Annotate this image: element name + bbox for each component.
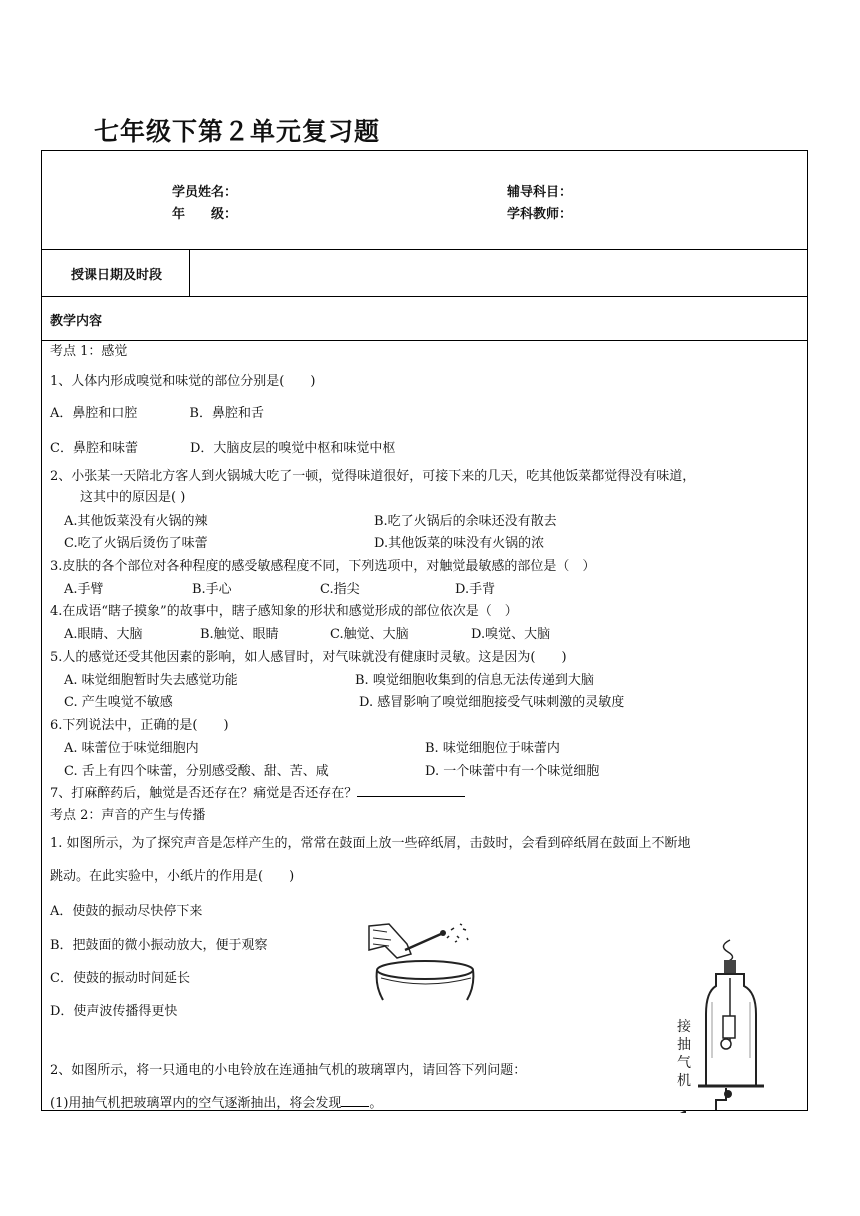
option: B．把鼓面的微小振动放大，便于观察	[50, 938, 268, 953]
question-text: 1、人体内形成嗅觉和味觉的部位分别是( )	[50, 374, 316, 389]
option: D．使声波传播得更快	[50, 1004, 178, 1019]
question-text: 3.皮肤的各个部位对各种程度的感受敏感程度不同，下列选项中，对触觉最敏感的部位是（ ）	[50, 559, 596, 574]
section-heading: 考点 1：感觉	[50, 344, 128, 359]
table-divider	[42, 296, 807, 297]
option: C．使鼓的振动时间延长	[50, 971, 190, 986]
question-text: 4.在成语“瞎子摸象”的故事中，瞎子感知象的形状和感觉形成的部位依次是（ ）	[50, 604, 518, 619]
option: B.触觉、眼睛	[200, 627, 279, 642]
option: A.手臂	[64, 582, 104, 597]
pump-label: 接抽气机	[677, 1019, 691, 1089]
option: B. 味觉细胞位于味蕾内	[425, 741, 560, 756]
jar-knob-drawing	[724, 960, 736, 974]
hand-drawing	[369, 924, 411, 958]
question-text: 1. 如图所示，为了探究声音是怎样产生的，常常在鼓面上放一些碎纸屑，击鼓时，会看到碎纸屑在鼓面上不断地	[50, 836, 691, 851]
option: D.其他饭菜的味没有火锅的浓	[374, 536, 545, 551]
table-divider	[42, 340, 807, 341]
question-text: 7、打麻醉药后，触觉是否还存在？痛觉是否还存在？	[50, 786, 358, 801]
option: D.手背	[455, 582, 496, 597]
page-title: 七年级下第２单元复习题	[94, 117, 381, 146]
drum-figure	[367, 920, 475, 1002]
drumstick-drawing	[405, 934, 441, 950]
content-label: 教学内容	[50, 314, 103, 329]
question-text	[50, 782, 465, 801]
option: B.吃了火锅后的余味还没有散去	[374, 514, 557, 529]
answer-blank	[357, 784, 465, 797]
section-heading: 考点 2：声音的产生与传播	[50, 808, 206, 823]
question-text: 这其中的原因是( )	[80, 490, 186, 505]
option: C. 舌上有四个味蕾，分别感受酸、甜、苦、咸	[64, 764, 329, 779]
wire-drawing	[723, 940, 732, 962]
question-text: 5.人的感觉还受其他因素的影响，如人感冒时，对气味就没有健康时灵敏。这是因为( )	[50, 650, 567, 665]
electric-bell-drawing	[721, 1039, 731, 1049]
option: D.嗅觉、大脑	[471, 627, 551, 642]
option: D. 感冒影响了嗅觉细胞接受气味刺激的灵敏度	[359, 695, 625, 710]
electric-bell-drawing	[723, 1016, 735, 1038]
question-text: 跳动。在此实验中，小纸片的作用是( )	[50, 869, 295, 884]
drum-drawing	[377, 961, 473, 979]
option: A. 味觉细胞暂时失去感觉功能	[64, 673, 238, 688]
drumstick-drawing	[440, 930, 446, 936]
date-label: 授课日期及时段	[71, 268, 163, 283]
pipe-drawing	[716, 1088, 726, 1110]
option: A．使鼓的振动尽快停下来	[50, 904, 203, 919]
option: A.眼睛、大脑	[64, 627, 143, 642]
paper-scraps-drawing	[447, 924, 468, 942]
option: A.其他饭菜没有火锅的辣	[64, 514, 208, 529]
question-text: 2、小张某一天陪北方客人到火锅城大吃了一顿，觉得味道很好，可接下来的几天，吃其他饭菜都觉得没有味道，	[50, 469, 696, 484]
option: C.触觉、大脑	[330, 627, 409, 642]
option: C.吃了火锅后烫伤了味蕾	[64, 536, 208, 551]
option-row: A．鼻腔和口腔 B．鼻腔和舌	[50, 406, 264, 421]
option: A. 味蕾位于味觉细胞内	[64, 741, 199, 756]
option: C.指尖	[320, 582, 360, 597]
option: C. 产生嗅觉不敏感	[64, 695, 173, 710]
answer-blank	[341, 1094, 369, 1107]
option: D. 一个味蕾中有一个味觉细胞	[425, 764, 600, 779]
question-text: (1)用抽气机把玻璃罩内的空气逐渐抽出，将会发现	[50, 1096, 342, 1111]
question-text	[50, 1092, 382, 1111]
option: B. 嗅觉细胞收集到的信息无法传递到大脑	[355, 673, 594, 688]
option-row: C．鼻腔和味蕾 D．大脑皮层的嗅觉中枢和味觉中枢	[50, 441, 396, 456]
question-text: 。	[369, 1096, 383, 1111]
teacher-label: 学科教师：	[507, 207, 573, 222]
question-text: 6.下列说法中，正确的是( )	[50, 718, 229, 733]
table-divider	[189, 249, 190, 296]
student-name-label: 学员姓名：	[172, 185, 238, 200]
valve-drawing	[724, 1090, 732, 1098]
grade-label: 年 级：	[172, 207, 238, 222]
option: B.手心	[192, 582, 232, 597]
subject-label: 辅导科目：	[507, 185, 573, 200]
arrow-drawing	[678, 1110, 686, 1113]
question-text: 2、如图所示，将一只通电的小电铃放在连通抽气机的玻璃罩内，请回答下列问题：	[50, 1063, 527, 1078]
table-divider	[42, 249, 807, 250]
